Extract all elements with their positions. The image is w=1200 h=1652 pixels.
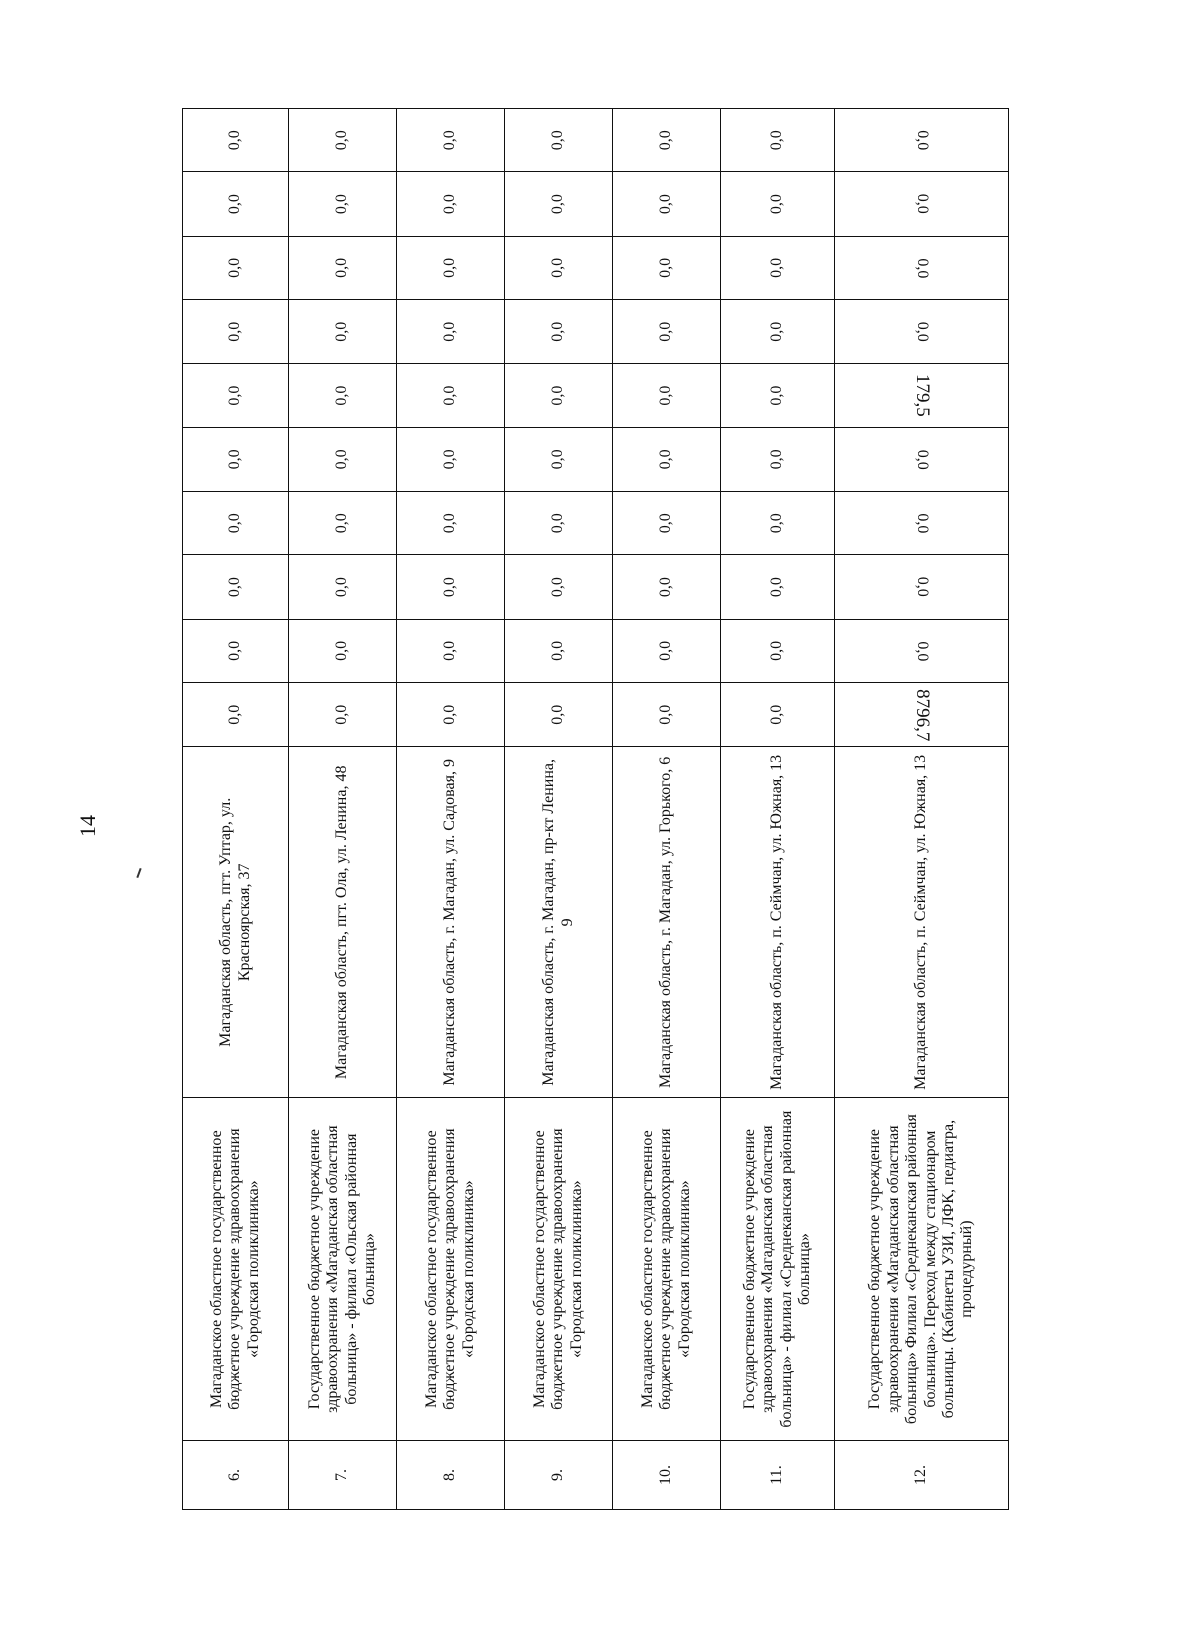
rotated-table-container	[182, 108, 1008, 1510]
value-cell: 0,0	[505, 172, 613, 236]
value-cell: 0,0	[289, 619, 397, 682]
value-cell: 0,0	[397, 364, 505, 427]
value-cell: 0,0	[183, 236, 289, 299]
value-cell: 0,0	[835, 619, 1009, 682]
scan-mark	[136, 868, 141, 878]
table-row	[835, 109, 1009, 1510]
value-cell: 0,0	[183, 172, 289, 236]
table-row	[613, 109, 721, 1510]
row-number: 7.	[289, 1441, 397, 1510]
value-cell: 0,0	[721, 619, 835, 682]
value-cell: 0,0	[835, 300, 1009, 364]
value-cell: 0,0	[835, 109, 1009, 172]
institution-cell: Государственное бюджетное учреждение здравоохранения «Магаданская областная больница» - филиал «Среднеканская районная больница»	[721, 1098, 835, 1441]
address-cell: Магаданская область, г. Магадан, ул. Садовая, 9	[397, 747, 505, 1098]
row-number: 10.	[613, 1441, 721, 1510]
row-number: 9.	[505, 1441, 613, 1510]
institution-cell: Магаданское областное государственное бюджетное учреждение здравоохранения «Городская поликлиника»	[613, 1098, 721, 1441]
value-cell: 0,0	[397, 427, 505, 491]
data-table	[182, 108, 1009, 1510]
value-cell: 0,0	[835, 172, 1009, 236]
value-cell: 179,5	[835, 364, 1009, 427]
value-cell: 0,0	[183, 300, 289, 364]
value-cell: 0,0	[505, 236, 613, 299]
institution-cell: Магаданское областное государственное бюджетное учреждение здравоохранения «Городская поликлиника»	[505, 1098, 613, 1441]
value-cell: 0,0	[183, 109, 289, 172]
institution-cell: Государственное бюджетное учреждение здравоохранения «Магаданская областная больница» Филиал «Среднеканская районная больница». Переход между стационаром больницы. (Кабинеты УЗИ, ЛФК, педиатра, процедурный)	[835, 1098, 1009, 1441]
value-cell: 0,0	[289, 172, 397, 236]
address-cell: Магаданская область, п. Сеймчан, ул. Южная, 13	[721, 747, 835, 1098]
value-cell: 0,0	[613, 109, 721, 172]
value-cell: 0,0	[613, 619, 721, 682]
value-cell: 0,0	[505, 300, 613, 364]
row-number: 8.	[397, 1441, 505, 1510]
value-cell: 0,0	[835, 555, 1009, 619]
value-cell: 0,0	[835, 236, 1009, 299]
value-cell: 0,0	[505, 555, 613, 619]
table-row	[721, 109, 835, 1510]
value-cell: 0,0	[289, 427, 397, 491]
address-cell: Магаданская область, пгт. Ола, ул. Ленина, 48	[289, 747, 397, 1098]
value-cell: 0,0	[721, 555, 835, 619]
value-cell: 0,0	[835, 492, 1009, 555]
table-row	[397, 109, 505, 1510]
value-cell: 0,0	[397, 172, 505, 236]
address-cell: Магаданская область, г. Магадан, ул. Горького, 6	[613, 747, 721, 1098]
value-cell: 0,0	[397, 555, 505, 619]
institution-cell: Магаданское областное государственное бюджетное учреждение здравоохранения «Городская поликлиника»	[397, 1098, 505, 1441]
value-cell: 0,0	[183, 555, 289, 619]
value-cell: 0,0	[721, 492, 835, 555]
value-cell: 0,0	[505, 619, 613, 682]
value-cell: 0,0	[397, 236, 505, 299]
value-cell: 0,0	[289, 300, 397, 364]
value-cell: 0,0	[721, 172, 835, 236]
value-cell: 0,0	[183, 683, 289, 747]
value-cell: 0,0	[397, 109, 505, 172]
value-cell: 0,0	[505, 683, 613, 747]
address-cell: Магаданская область, пгт. Уптар, ул. Красноярская, 37	[183, 747, 289, 1098]
value-cell: 0,0	[289, 492, 397, 555]
value-cell: 0,0	[613, 492, 721, 555]
address-cell: Магаданская область, г. Магадан, пр-кт Ленина, 9	[505, 747, 613, 1098]
value-cell: 0,0	[613, 427, 721, 491]
value-cell: 0,0	[289, 555, 397, 619]
value-cell: 0,0	[721, 364, 835, 427]
value-cell: 0,0	[289, 683, 397, 747]
value-cell: 0,0	[613, 300, 721, 364]
value-cell: 0,0	[289, 364, 397, 427]
row-number: 12.	[835, 1441, 1009, 1510]
value-cell: 0,0	[397, 619, 505, 682]
value-cell: 0,0	[397, 300, 505, 364]
value-cell: 0,0	[183, 364, 289, 427]
table-row	[289, 109, 397, 1510]
value-cell: 0,0	[721, 300, 835, 364]
value-cell: 0,0	[183, 492, 289, 555]
value-cell: 0,0	[613, 236, 721, 299]
value-cell: 8796,7	[835, 683, 1009, 747]
value-cell: 0,0	[505, 109, 613, 172]
address-cell: Магаданская область, п. Сеймчан, ул. Южная, 13	[835, 747, 1009, 1098]
value-cell: 0,0	[505, 427, 613, 491]
table-row	[183, 109, 289, 1510]
value-cell: 0,0	[721, 109, 835, 172]
value-cell: 0,0	[613, 555, 721, 619]
value-cell: 0,0	[397, 683, 505, 747]
table-row	[505, 109, 613, 1510]
row-number: 11.	[721, 1441, 835, 1510]
value-cell: 0,0	[289, 109, 397, 172]
value-cell: 0,0	[613, 364, 721, 427]
value-cell: 0,0	[835, 427, 1009, 491]
institution-cell: Магаданское областное государственное бюджетное учреждение здравоохранения «Городская поликлиника»	[183, 1098, 289, 1441]
value-cell: 0,0	[721, 683, 835, 747]
row-number: 6.	[183, 1441, 289, 1510]
value-cell: 0,0	[505, 364, 613, 427]
value-cell: 0,0	[505, 492, 613, 555]
value-cell: 0,0	[613, 683, 721, 747]
institution-cell: Государственное бюджетное учреждение здравоохранения «Магаданская областная больница» - филиал «Ольская районная больница»	[289, 1098, 397, 1441]
value-cell: 0,0	[721, 236, 835, 299]
value-cell: 0,0	[183, 619, 289, 682]
value-cell: 0,0	[289, 236, 397, 299]
value-cell: 0,0	[183, 427, 289, 491]
value-cell: 0,0	[721, 427, 835, 491]
value-cell: 0,0	[397, 492, 505, 555]
value-cell: 0,0	[613, 172, 721, 236]
page-number: 14	[75, 815, 100, 837]
